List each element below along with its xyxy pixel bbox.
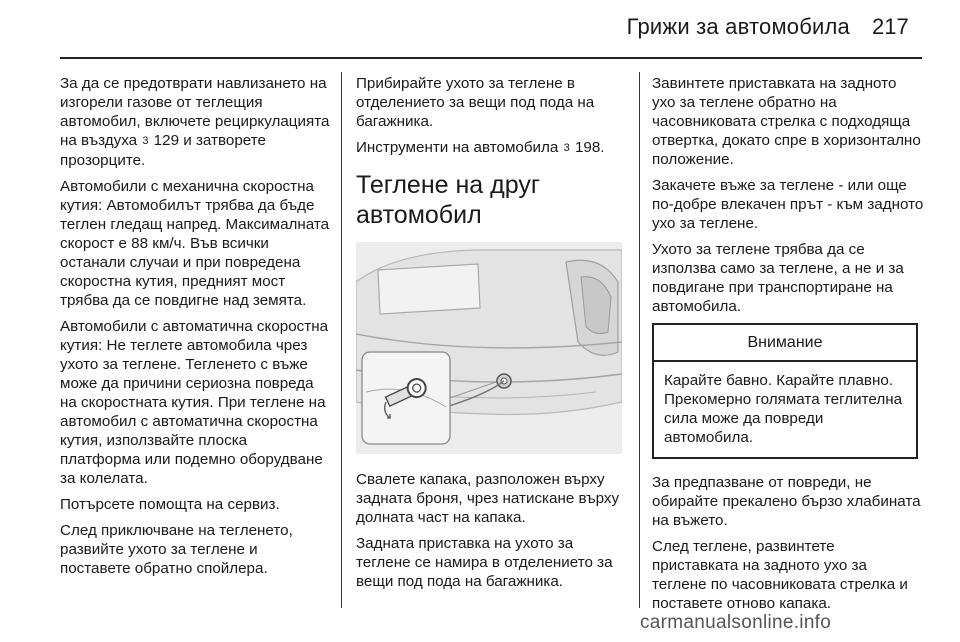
paragraph: За да се предотврати навлизането на изгорели газове от теглещия автомобил, включете рециркулацията на въздуха 3 129 и затворете прозорците.: [60, 75, 330, 169]
rear-bumper-drawing: [356, 242, 622, 454]
column-1: [60, 74, 330, 585]
paragraph: Задната приставка на ухото за теглене се намира в отделението за вещи под пода на багажника.: [356, 535, 613, 590]
warning-title: Внимание: [654, 325, 916, 362]
paragraph: Завинтете приставката на задното ухо за теглене обратно на часовниковата стрелка с подходяща отвертка, докато спре в хоризонтално положение.: [652, 75, 921, 168]
paragraph: След теглене, развинтете приставката на задното ухо за теглене по часовниковата стрелка и поставете отново капака.: [652, 538, 908, 612]
paragraph: Инструменти на автомобила 3 198.: [356, 139, 605, 156]
warning-box: [652, 323, 918, 459]
section-title: Теглене на друг автомобил: [356, 171, 540, 229]
paragraph: Автомобили с автоматична скоростна кутия: Не теглете автомобила чрез ухото за теглене. Тегленето с въже може да причини сериозна повреда на скоростната кутия. При теглене на автомобил с автоматична скоростна кутия, използвайте плоска платформа или подемно оборудване за колелата.: [60, 318, 329, 487]
paragraph: Потърсете помощта на сервиз.: [60, 496, 280, 513]
paragraph: Закачете въже за теглене - или още по-добре влекачен прът - към задното ухо за теглене.: [652, 177, 924, 232]
header-rule: [60, 57, 922, 59]
column-2: [356, 74, 628, 598]
page-header-title: Грижи за автомобила: [626, 14, 850, 39]
warning-body: Карайте бавно. Карайте плавно. Прекомерно голямата теглителна сила може да повреди автомобила.: [664, 372, 903, 446]
paragraph: Ухото за теглене трябва да се използва само за теглене, а не и за повдигане при транспортиране на автомобила.: [652, 241, 904, 315]
page-reference-icon: 3: [563, 142, 570, 154]
paragraph: След приключване на тегленето, развийте ухото за теглене и поставете обратно спойлера.: [60, 522, 293, 577]
paragraph: Свалете капака, разположен върху задната броня, чрез натискане върху долната част на капака.: [356, 471, 620, 526]
column-divider: [639, 72, 640, 608]
tow-eye-illustration: [356, 242, 622, 454]
page-reference-icon: 3: [142, 135, 149, 147]
column-3: [652, 74, 924, 620]
page-reference: 198.: [574, 139, 605, 156]
paragraph: Прибирайте ухото за теглене в отделението за вещи под пода на багажника.: [356, 75, 595, 130]
column-divider: [341, 72, 342, 608]
page-reference: 129: [153, 132, 180, 149]
page-number: 217: [872, 14, 909, 39]
paragraph: Автомобили с механична скоростна кутия: Автомобилът трябва да бъде теглен гледащ напред. Максималната скорост е 88 км/ч. Във всички останали случаи и при повредена скоростна кутия, предният мост трябва да се повдигне над земята.: [60, 178, 330, 309]
paragraph: За предпазване от повреди, не обирайте прекалено бързо хлабината на въжето.: [652, 474, 921, 529]
watermark: carmanualsonline.info: [640, 612, 832, 633]
